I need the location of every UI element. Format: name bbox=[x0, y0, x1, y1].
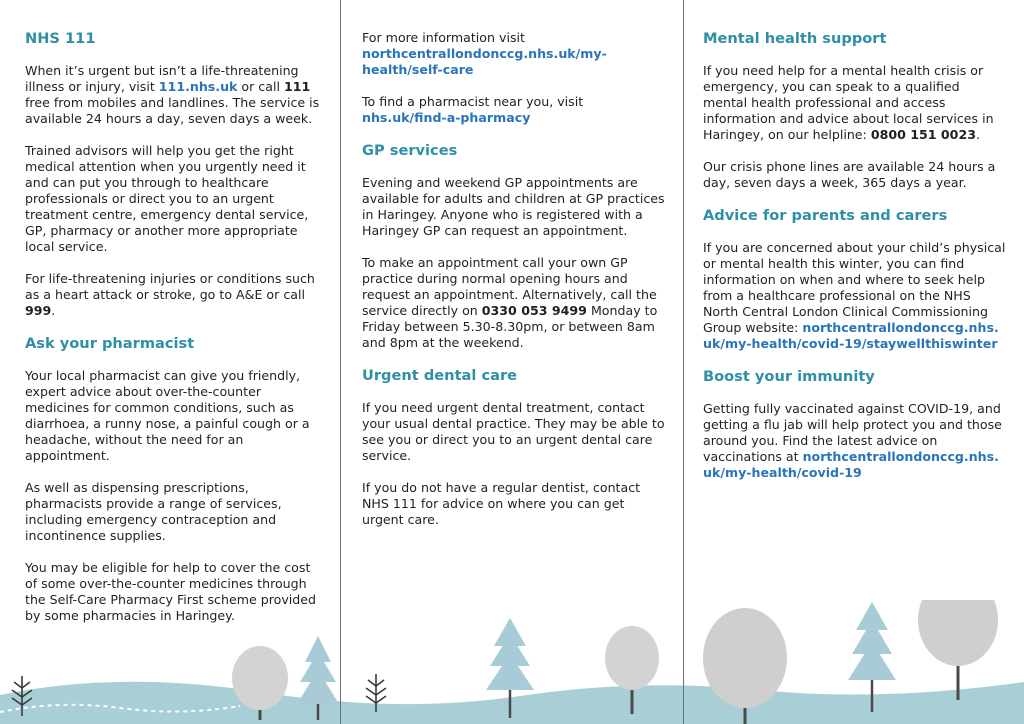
text: If you are concerned about your child’s physical or mental health this winter, you can find information on when and where to seek help from a healthcare professional on the NHS North Central London Clinical Commissioning Group website: bbox=[703, 240, 1006, 335]
nhs111-intro bbox=[25, 63, 324, 127]
mental-health-helpline bbox=[703, 63, 1006, 143]
nhs111-advisors: Trained advisors will help you get the right medical attention when you urgently need it and can put you through to healthcare professionals or direct you to an urgent treatment centre, emergency dental service, GP, pharmacy or another more appropriate local service. bbox=[25, 143, 309, 254]
helpline-number: 0800 151 0023 bbox=[870, 127, 976, 142]
staywell-link[interactable]: northcentrallondonccg.nhs.uk/my-health/covid-19/staywellthiswinter bbox=[703, 320, 999, 351]
gp-phone-number: 0330 053 9499 bbox=[481, 303, 587, 318]
text: Getting fully vaccinated against COVID-19, and getting a flu jab will help protect you and those around you. Find the latest advice on vaccinations at bbox=[703, 401, 1002, 464]
parents-heading: Advice for parents and carers bbox=[703, 207, 948, 224]
pharmacist-heading: Ask your pharmacist bbox=[25, 335, 195, 352]
find-pharmacy-link[interactable]: nhs.uk/find-a-pharmacy bbox=[362, 110, 531, 125]
dental-heading: Urgent dental care bbox=[362, 367, 518, 384]
text: When it’s urgent but isn’t a life-threatening illness or injury, visit bbox=[25, 63, 299, 94]
immunity-advice bbox=[703, 401, 1006, 481]
text: For more information visit bbox=[362, 30, 525, 45]
dental-no-dentist: If you do not have a regular dentist, contact NHS 111 for advice on where you can get urgent care. bbox=[362, 480, 641, 527]
crisis-lines: Our crisis phone lines are available 24 hours a day, seven days a week, 365 days a year. bbox=[703, 159, 996, 190]
nhs111-link[interactable]: 111.nhs.uk bbox=[158, 79, 238, 94]
text: or call bbox=[237, 79, 284, 94]
text: To make an appointment call your own GP practice during normal opening hours and request an appointment. Alternatively, call the service directly on bbox=[362, 255, 657, 318]
right-panel bbox=[684, 0, 1024, 724]
text: If you need help for a mental health crisis or emergency, you can speak to a qualified mental health professional and access information and advice about local services in Haringey, on our helpline: bbox=[703, 63, 994, 142]
text: For life-threatening injuries or conditions such as a heart attack or stroke, go to A&E or call bbox=[25, 271, 315, 302]
text: free from mobiles and landlines. The service is available 24 hours a day, seven days a week. bbox=[25, 95, 320, 126]
mental-health-heading: Mental health support bbox=[703, 30, 887, 47]
pharmacist-services: As well as dispensing prescriptions, pharmacists provide a range of services, including emergency contraception and incontinence supplies. bbox=[25, 480, 282, 543]
nhs111-emergency bbox=[25, 271, 324, 319]
immunity-heading: Boost your immunity bbox=[703, 368, 875, 385]
pharmacist-eligibility: You may be eligible for help to cover the cost of some over-the-counter medicines through the Self-Care Pharmacy First scheme provided by some pharmacies in Haringey. bbox=[25, 560, 317, 623]
nhs111-number: 111 bbox=[283, 79, 311, 94]
self-care-info bbox=[362, 30, 667, 78]
covid-link[interactable]: northcentrallondonccg.nhs.uk/my-health/covid-19 bbox=[703, 449, 999, 480]
gp-availability: Evening and weekend GP appointments are available for adults and children at GP practices in Haringey. Anyone who is registered with a Haringey GP can request an appointment. bbox=[362, 175, 665, 238]
text: . bbox=[975, 127, 980, 142]
pharmacist-advice: Your local pharmacist can give you friendly, expert advice about over-the-counter medicines for common conditions, such as diarrhoea, a runny nose, a painful cough or a headache, without the need for an appointment. bbox=[25, 368, 310, 463]
nhs111-heading: NHS 111 bbox=[25, 30, 96, 47]
dental-contact: If you need urgent dental treatment, contact your usual dental practice. They may be able to see you or direct you to an urgent dental care service. bbox=[362, 400, 665, 463]
self-care-link[interactable]: northcentrallondonccg.nhs.uk/my-health/self-care bbox=[362, 46, 607, 77]
left-panel bbox=[0, 0, 340, 724]
gp-appointment bbox=[362, 255, 667, 351]
middle-panel bbox=[341, 0, 683, 724]
text: Monday to Friday between 5.30-8.30pm, or between 8am and 8pm at the weekend. bbox=[362, 303, 658, 350]
text: To find a pharmacist near you, visit bbox=[362, 94, 584, 109]
parents-advice bbox=[703, 240, 1006, 352]
find-pharmacy-info bbox=[362, 94, 667, 126]
emergency-number: 999 bbox=[25, 303, 52, 318]
gp-heading: GP services bbox=[362, 142, 458, 159]
text: . bbox=[51, 303, 56, 318]
